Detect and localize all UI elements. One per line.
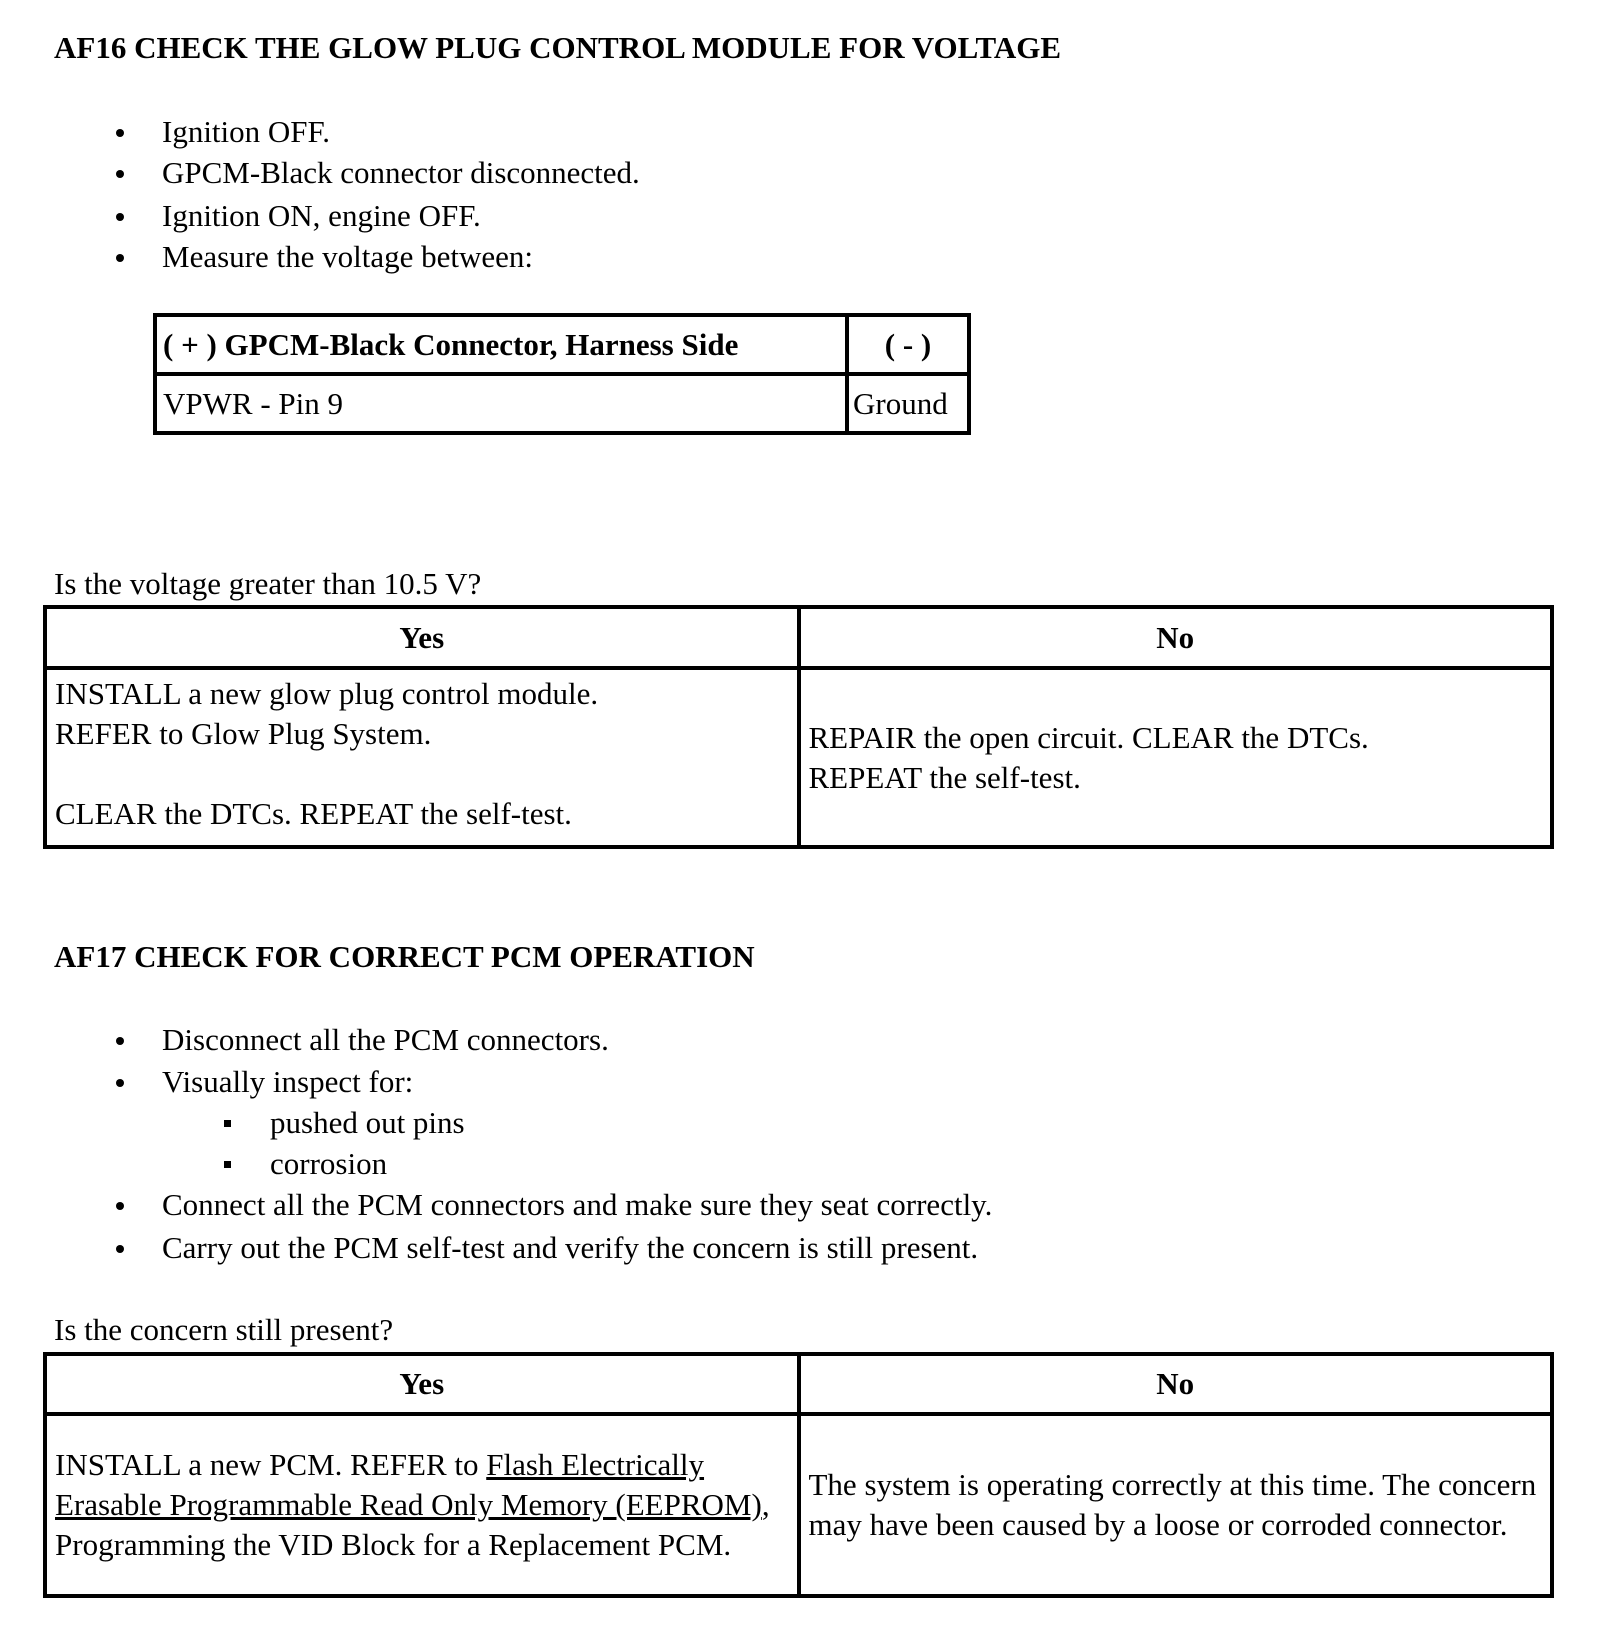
yes-header: Yes [45,607,799,668]
sub-step-text: pushed out pins [270,1105,465,1140]
bullet-icon [116,1079,124,1087]
yes-text: , Programming the VID Block for a Replacement PCM. [55,1487,770,1562]
no-text: REPAIR the open circuit. CLEAR the DTCs. [808,719,1369,755]
yes-cell [45,668,799,847]
measure-cell-positive: VPWR - Pin 9 [155,374,847,433]
list-item [162,1185,992,1225]
no-cell [799,668,1553,847]
bullet-icon [116,1245,124,1253]
step-text: Connect all the PCM connectors and make sure they seat correctly. [162,1187,993,1222]
no-header: No [799,1354,1553,1414]
af17-question: Is the concern still present? [54,1312,394,1347]
measure-header-positive: ( + ) GPCM-Black Connector, Harness Side [155,315,847,374]
list-item [162,153,640,193]
yes-text: INSTALL a new PCM. REFER to [55,1447,487,1482]
af17-result-table [43,1352,1554,1598]
bullet-icon [116,170,124,178]
yes-text: REFER to Glow Plug System. [55,716,432,751]
no-text: The system is operating correctly at this time. The concern may have been caused by a loose or corroded connector. [808,1467,1537,1542]
sub-step-text: corrosion [270,1146,388,1181]
square-bullet-icon [224,1161,231,1168]
bullet-icon [116,254,124,262]
yes-cell [45,1414,799,1596]
bullet-icon [116,213,124,221]
measure-table [153,313,971,435]
af16-heading: AF16 CHECK THE GLOW PLUG CONTROL MODULE FOR VOLTAGE [54,30,1062,65]
square-bullet-icon [224,1120,231,1127]
bullet-icon [116,129,124,137]
no-header: No [799,607,1553,668]
no-text: REPEAT the self-test. [808,759,1081,795]
af17-heading: AF17 CHECK FOR CORRECT PCM OPERATION [54,939,755,974]
yes-text: INSTALL a new glow plug control module. [55,676,599,711]
af16-result-table [43,605,1554,849]
step-text: Measure the voltage between: [162,239,533,274]
list-item [162,196,481,236]
step-text: Visually inspect for: [162,1064,414,1099]
step-text: GPCM-Black connector disconnected. [162,155,640,190]
af16-question: Is the voltage greater than 10.5 V? [54,566,482,601]
flash-eeprom-link[interactable]: Flash Electrically Erasable Programmable Read Only Memory (EEPROM) [55,1447,762,1522]
measure-cell-negative: Ground [847,374,969,433]
yes-header: Yes [45,1354,799,1414]
sub-list-item [270,1103,465,1143]
bullet-icon [116,1202,124,1210]
no-cell [799,1414,1553,1596]
step-text: Disconnect all the PCM connectors. [162,1022,609,1057]
measure-header-negative: ( - ) [847,315,969,374]
list-item [162,1062,413,1102]
list-item [162,1228,978,1268]
yes-text: CLEAR the DTCs. REPEAT the self-test. [55,796,572,831]
step-text: Ignition OFF. [162,114,331,149]
sub-list-item [270,1144,387,1184]
step-text: Ignition ON, engine OFF. [162,198,481,233]
list-item [162,1020,609,1060]
list-item [162,112,330,152]
list-item [162,237,533,277]
bullet-icon [116,1037,124,1045]
step-text: Carry out the PCM self-test and verify the concern is still present. [162,1230,979,1265]
